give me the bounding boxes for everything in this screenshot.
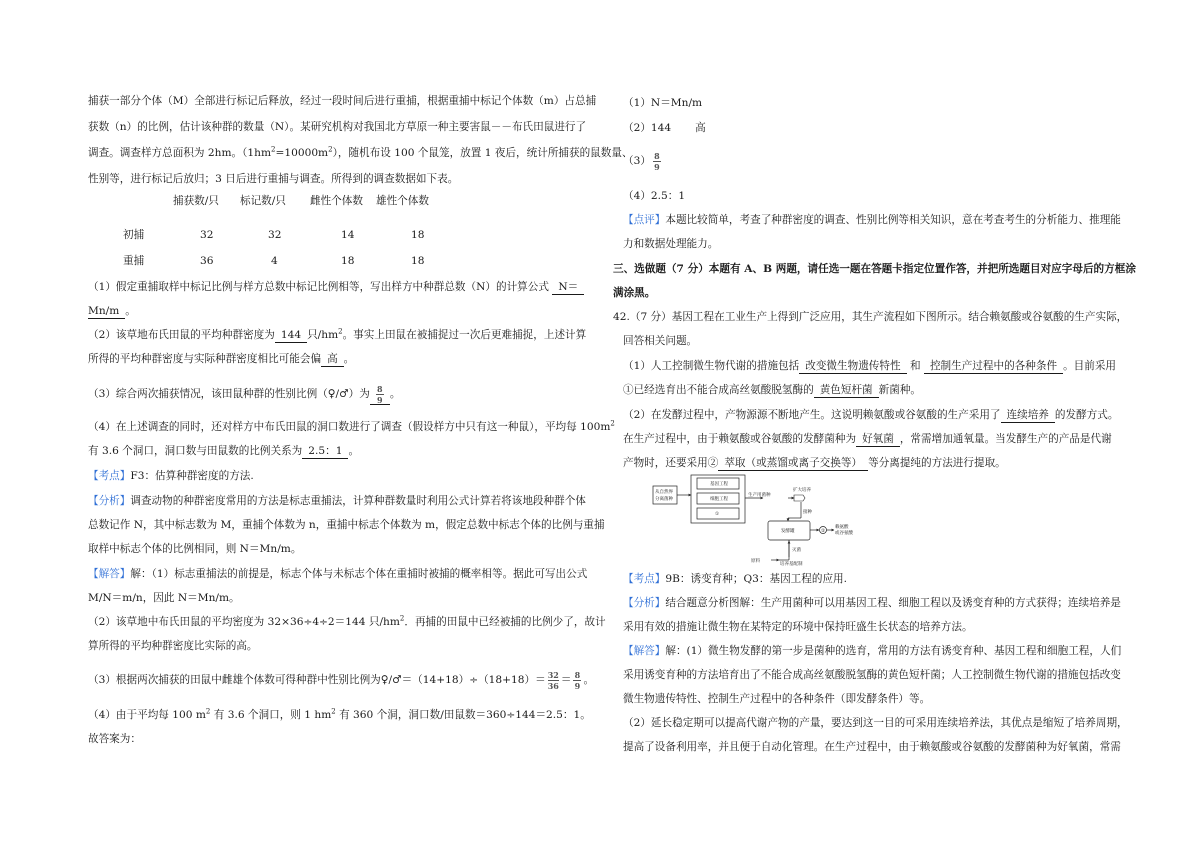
jieda-2-line-3: 微生物遗传特性、控制生产过程中的各种条件（即发酵条件）等。 bbox=[623, 693, 931, 705]
diagram-label: 发酵罐 bbox=[781, 529, 795, 534]
kaodian: 【考点】F3：估算种群密度的方法. bbox=[88, 470, 254, 482]
jieda-2-line-4: （2）延长稳定期可以提高代谢产物的产量，要达到这一目的可采用连续培养法，其优点是缩短了培养周期， bbox=[623, 717, 1128, 729]
expand-tank-icon bbox=[794, 495, 805, 501]
table-cell: 18 bbox=[411, 255, 425, 267]
answer-1: （1）N＝Mn/m bbox=[623, 97, 703, 109]
answer-blank: 萃取（或蒸馏或离子交换等） bbox=[718, 457, 868, 471]
jieda-tag: 【解答】 bbox=[88, 568, 131, 580]
jieda-2-line-5: 提高了设备利用率，并且便于自动化管理。在生产过程中，由于赖氨酸或谷氨酸的发酵菌种为好氧菌，常需 bbox=[623, 741, 1121, 753]
sub-question-2: （2）在发酵过程中，产物源源不断地产生。这说明赖氨酸或谷氨酸的生产采用了 连续培养 的发酵方式。 bbox=[623, 409, 1119, 421]
question-4: （4）在上述调查的同时，还对样方中布氏田鼠的洞口数进行了调查（假设样方中只有这一种鼠），平均每 $100m^2$ bbox=[88, 419, 615, 433]
jieda-2: 【解答】解：(1）微生物发酵的第一步是菌种的选育，常用的方法有诱变育种、基因工程和细胞工程，人们 bbox=[623, 645, 1122, 657]
sub-question-2-cont: 在生产过程中，由于赖氨酸或谷氨酸的发酵菌种为 好氧菌 ，常需增加通氧量。当发酵生产的产品是代谢 bbox=[623, 433, 1112, 445]
table-cell: 18 bbox=[411, 229, 425, 241]
section-heading-cont: 满涂黑。 bbox=[613, 287, 656, 299]
jieda-2-line-2: 采用诱变育种的方法培育出了不能合成高丝氨酸脱氢酶的黄色短杆菌；人工控制微生物代谢的措施包括改变 bbox=[623, 669, 1121, 681]
sub-question-1-cont: ①已经选育出不能合成高丝氨酸脱氢酶的 黄色短杆菌 新菌种。 bbox=[623, 384, 922, 396]
production-flow-diagram bbox=[651, 473, 851, 568]
diagram-label: 培养基配制 bbox=[780, 562, 803, 567]
fenxi-2-line-2: 采用有效的措施让微生物在某特定的环境中保持旺盛生长状态的培养方法。 bbox=[623, 621, 973, 633]
answer-blank: 2.5：1 bbox=[302, 445, 348, 459]
intro-line-1: 捕获一部分个体（M）全部进行标记后释放，经过一段时间后进行重捕，根据重捕中标记个体数（m）占总捕 bbox=[88, 95, 597, 107]
fraction: $\frac{8}{9}$ bbox=[654, 150, 660, 172]
diagram-label: 或谷氨酸 bbox=[835, 531, 853, 536]
question-4-cont: 有 3.6 个洞口，洞口数与田鼠数的比例关系为 2.5：1 。 bbox=[88, 445, 360, 457]
sub-question-1: （1）人工控制微生物代谢的措施包括 改变微生物遗传特性 和 控制生产过程中的各种条件 。目前采用 bbox=[623, 360, 1117, 372]
table-cell: 4 bbox=[271, 255, 278, 267]
jieda-line-5: （3）根据两次捕获的田鼠中雌雄个体数可得种群中性别比例为♀/♂＝（14+18）÷（18+18）＝ $\frac{32}{36}$ ＝ $\frac{8}{9}$ 。 bbox=[88, 669, 595, 691]
answer-blank: 高 bbox=[321, 353, 344, 367]
fenxi-tag: 【分析】 bbox=[623, 597, 666, 609]
answer-blank: Mn/m bbox=[88, 305, 125, 319]
table-header-cell: 捕获数/只 bbox=[173, 195, 219, 207]
fenxi: 【分析】调查动物的种群密度常用的方法是标志重捕法，计算种群数量时利用公式计算若将该地段种群个体 bbox=[88, 495, 586, 507]
question-42-cont: 回答相关问题。 bbox=[623, 335, 698, 347]
answer-blank: 改变微生物遗传特性 bbox=[799, 360, 906, 374]
table-cell: 32 bbox=[268, 229, 282, 241]
diagram-label: 分离菌种 bbox=[655, 497, 673, 502]
kaodian-tag: 【考点】 bbox=[623, 573, 666, 585]
dianping-line-2: 力和数据处理能力。 bbox=[623, 238, 719, 250]
sub-question-2-cont2: 产物时，还要采用② 萃取（或蒸馏或离子交换等） 等分离提纯的方法进行提取。 bbox=[623, 457, 1006, 469]
table-header-cell: 雌性个体数 bbox=[310, 195, 363, 207]
fenxi-line-2: 总数记作 N，其中标志数为 M，重捕个体数为 n，重捕中标志个体数为 m，假定总数中标志个体的比例与重捕 bbox=[88, 519, 605, 531]
diagram-label: 细胞工程 bbox=[710, 497, 728, 502]
jieda-line-7: 故答案为： bbox=[88, 733, 141, 745]
diagram-label: ① bbox=[715, 512, 720, 517]
answer-blank bbox=[370, 385, 390, 405]
section-heading: 三、选做题（7 分）本题有 A、B 两题，请任选一题在答题卡指定位置作答，并把所选题目对应字母后的方框涂 bbox=[613, 263, 1136, 275]
fenxi-2: 【分析】结合题意分析图解：生产用菌种可以用基因工程、细胞工程以及诱变育种的方式获得；连续培养是 bbox=[623, 597, 1121, 609]
diagram-label: 接种 bbox=[803, 510, 812, 515]
jieda-line-2: M/N＝m/n，因此 N＝Mn/m。 bbox=[88, 592, 240, 604]
table-cell: 36 bbox=[200, 255, 214, 267]
question-2: （2）该草地布氏田鼠的平均种群密度为 144 只$/hm^2$。事实上田鼠在被捕捉过一次后更难捕捉，上述计算 bbox=[88, 327, 587, 341]
diagram-label: 从自然界 bbox=[655, 490, 673, 495]
kaodian-2: 【考点】9B：诱变育种；Q3：基因工程的应用. bbox=[623, 573, 848, 585]
fraction: $\frac{8}{9}$ bbox=[574, 669, 581, 691]
fraction: $\frac{32}{36}$ bbox=[547, 669, 559, 691]
jieda-tag: 【解答】 bbox=[623, 645, 666, 657]
intro-line-2: 获数（n）的比例，估计该种群的数量（N）。某研究机构对我国北方草原一种主要害鼠－－布氏田鼠进行了 bbox=[88, 121, 587, 133]
answer-blank: N＝ bbox=[552, 281, 584, 295]
fraction: $\frac{8}{9}$ bbox=[377, 383, 383, 405]
answer-4: （4）2.5：1 bbox=[623, 190, 686, 202]
question-1-cont: Mn/m 。 bbox=[88, 305, 136, 317]
answer-2: （2）144 高 bbox=[623, 122, 706, 134]
table-row-label: 重捕 bbox=[123, 255, 145, 267]
diagram-label: 生产用菌种 bbox=[748, 493, 771, 498]
answer-blank: 144 bbox=[275, 329, 307, 343]
answer-blank: 连续培养 bbox=[1001, 409, 1055, 423]
table-header-cell: 雄性个体数 bbox=[376, 195, 429, 207]
diagram-label: 赖氨酸 bbox=[835, 525, 849, 530]
fenxi-tag: 【分析】 bbox=[88, 495, 131, 507]
diagram-label: 原料 bbox=[751, 559, 760, 564]
kaodian-tag: 【考点】 bbox=[88, 470, 131, 482]
question-2-cont: 所得的平均种群密度与实际种群密度相比可能会偏 高 。 bbox=[88, 353, 355, 365]
diagram-label: ② bbox=[821, 529, 826, 534]
table-cell: 14 bbox=[341, 229, 355, 241]
jieda-line-6: （4）由于平均每 100 $m^2$ 有 3.6 个洞口，则 1 $hm^2$ 有 360 个洞，洞口数/田鼠数＝360÷144＝2.5：1。 bbox=[88, 707, 591, 721]
answer-blank: 黄色短杆菌 bbox=[814, 384, 879, 398]
answer-blank: 好氧菌 bbox=[856, 433, 900, 447]
question-42: 42.（7 分）基因工程在工业生产上得到广泛应用，其生产流程如下图所示。结合赖氨酸或谷氨酸的生产实际， bbox=[613, 311, 1128, 323]
intro-line-3: 调查。调查样方总面积为 2hm。$(1hm^2=10000m^2)$，随机布设 100 个鼠笼，放置 1 夜后，统计所捕获的鼠数量、 bbox=[88, 145, 633, 159]
table-header-cell: 标记数/只 bbox=[240, 195, 286, 207]
question-3: （3）综合两次捕获情况，该田鼠种群的性别比例（♀/♂）为 $\frac{8}{9}$ 。 bbox=[88, 383, 401, 405]
dianping-tag: 【点评】 bbox=[623, 214, 666, 226]
intro-line-4: 性别等，进行标记后放归；3 日后进行重捕与调查。所得到的调查数据如下表。 bbox=[88, 173, 459, 185]
table-row-label: 初捕 bbox=[123, 229, 145, 241]
answer-blank: 控制生产过程中的各种条件 bbox=[924, 360, 1063, 374]
table-cell: 32 bbox=[200, 229, 214, 241]
diagram-label: 灭菌 bbox=[792, 548, 801, 553]
fenxi-line-3: 取样中标志个体的比例相同，则 N＝Mn/m。 bbox=[88, 543, 302, 555]
jieda-line-3: （2）该草地中布氏田鼠的平均密度为 32×36÷4÷2＝144 只$/hm^2$．再捕的田鼠中已经被捕的比例少了，故计 bbox=[88, 614, 606, 628]
dianping: 【点评】本题比较简单，考查了种群密度的调查、性别比例等相关知识，意在考查考生的分析能力、推理能 bbox=[623, 214, 1121, 226]
diagram-label: 基因工程 bbox=[710, 482, 728, 487]
jieda-line-4: 算所得的平均种群密度比实际的高。 bbox=[88, 640, 258, 652]
answer-3: （3） $\frac{8}{9}$ bbox=[623, 150, 660, 172]
diagram-label: 扩大培养 bbox=[793, 488, 811, 493]
table-cell: 18 bbox=[341, 255, 355, 267]
question-1: （1）假定重捕取样中标记比例与样方总数中标记比例相等，写出样方中种群总数（N）的计算公式 N＝ bbox=[88, 274, 584, 300]
jieda: 【解答】解：（1）标志重捕法的前提是，标志个体与未标志个体在重捕时被捕的概率相等。据此可写出公式 bbox=[88, 568, 588, 580]
